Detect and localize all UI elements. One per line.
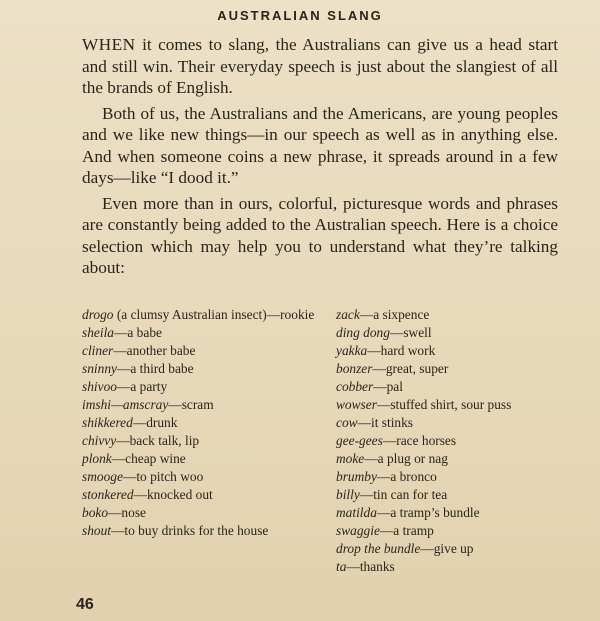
slang-term: moke [336, 451, 365, 466]
slang-definition: (a clumsy Australian insect)—rookie [113, 307, 315, 322]
slang-term: drop the bundle [336, 541, 421, 556]
glossary-entry [82, 324, 317, 342]
slang-term: billy [336, 487, 360, 502]
slang-definition: —drunk [132, 415, 178, 430]
slang-definition: —give up [420, 541, 474, 556]
paragraph-1-text: it comes to slang, the Australians can give us a head start and still win. Their everyday speech is just about the slangiest of all the brands of English. [82, 35, 558, 97]
slang-term: yakka [336, 343, 368, 358]
slang-term: stonkered [82, 487, 134, 502]
slang-definition: —knocked out [133, 487, 213, 502]
glossary-entry [82, 504, 317, 522]
glossary-entry [82, 486, 317, 504]
page-number: 46 [76, 596, 94, 613]
glossary-entry [336, 414, 556, 432]
drop-word: WHEN [82, 35, 136, 54]
slang-definition: —a tramp’s bundle [376, 505, 480, 520]
slang-definition: —thanks [346, 559, 395, 574]
slang-definition: —another babe [113, 343, 196, 358]
slang-definition: —a babe [114, 325, 162, 340]
glossary-entry [336, 324, 556, 342]
glossary-right-column [336, 306, 556, 576]
slang-term: wowser [336, 397, 377, 412]
slang-definition: —a bronco [376, 469, 437, 484]
slang-definition: —cheap wine [111, 451, 186, 466]
slang-definition: —swell [389, 325, 432, 340]
glossary-entry [336, 342, 556, 360]
paragraph-3: Even more than in ours, colorful, picturesque words and phrases are constantly being added to the Australian speech. Here is a choice selection which may help you to understand what they’re talking about: [82, 193, 558, 277]
slang-definition: —race horses [382, 433, 457, 448]
paragraph-2: Both of us, the Australians and the Americans, are young peoples and we like new things—in our speech as well as in anything else. And when someone coins a new phrase, it spreads around in a few days—like “I dood it.” [82, 103, 558, 187]
slang-definition: —a tramp [379, 523, 434, 538]
slang-term: gee-gees [336, 433, 383, 448]
glossary-entry [336, 558, 556, 576]
slang-definition: —a third babe [116, 361, 194, 376]
glossary-entry [82, 306, 317, 324]
body-text [82, 34, 558, 283]
slang-term: chivvy [82, 433, 117, 448]
slang-term: shout [82, 523, 112, 538]
paragraph-1 [82, 34, 558, 99]
slang-term: sninny [82, 361, 117, 376]
glossary-left-column [82, 306, 317, 540]
slang-definition: —a party [116, 379, 168, 394]
slang-definition: —nose [108, 505, 146, 520]
slang-term: swaggie [336, 523, 380, 538]
slang-definition: —a plug or nag [364, 451, 448, 466]
slang-term: smooge [82, 469, 123, 484]
slang-term: drogo [82, 307, 114, 322]
slang-term: imshi—amscray [82, 397, 169, 412]
slang-term: ding dong [336, 325, 390, 340]
glossary-entry [82, 414, 317, 432]
glossary-entry [336, 468, 556, 486]
slang-term: matilda [336, 505, 377, 520]
slang-definition: —great, super [372, 361, 449, 376]
slang-definition: —tin can for tea [359, 487, 448, 502]
glossary-entry [82, 360, 317, 378]
glossary-entry [336, 540, 556, 558]
glossary-entry [336, 522, 556, 540]
glossary-entry [336, 432, 556, 450]
slang-definition: —hard work [367, 343, 436, 358]
slang-definition: —back talk, lip [116, 433, 200, 448]
glossary-entry [336, 360, 556, 378]
slang-definition: —scram [168, 397, 214, 412]
glossary-entry [82, 432, 317, 450]
slang-definition: —to buy drinks for the house [111, 523, 269, 538]
slang-term: ta [336, 559, 347, 574]
glossary-entry [82, 396, 317, 414]
glossary-entry [336, 504, 556, 522]
slang-term: cliner [82, 343, 114, 358]
slang-term: boko [82, 505, 109, 520]
slang-term: bonzer [336, 361, 373, 376]
glossary-entry [82, 450, 317, 468]
slang-definition: —stuffed shirt, sour puss [376, 397, 512, 412]
glossary-entry [336, 486, 556, 504]
slang-term: cobber [336, 379, 374, 394]
slang-term: plonk [82, 451, 112, 466]
slang-definition: —it stinks [357, 415, 414, 430]
slang-term: sheila [82, 325, 114, 340]
slang-definition: —to pitch woo [122, 469, 204, 484]
slang-term: zack [336, 307, 360, 322]
slang-term: brumby [336, 469, 377, 484]
glossary-entry [336, 396, 556, 414]
glossary-entry [82, 378, 317, 396]
slang-definition: —a sixpence [359, 307, 430, 322]
glossary-entry [336, 450, 556, 468]
glossary-entry [82, 342, 317, 360]
slang-term: shikkered [82, 415, 133, 430]
slang-term: shivoo [82, 379, 117, 394]
glossary-entry [336, 306, 556, 324]
slang-term: cow [336, 415, 358, 430]
running-title: AUSTRALIAN SLANG [217, 8, 383, 23]
glossary-entry [336, 378, 556, 396]
glossary-entry [82, 522, 317, 540]
glossary-entry [82, 468, 317, 486]
slang-definition: —pal [373, 379, 403, 394]
